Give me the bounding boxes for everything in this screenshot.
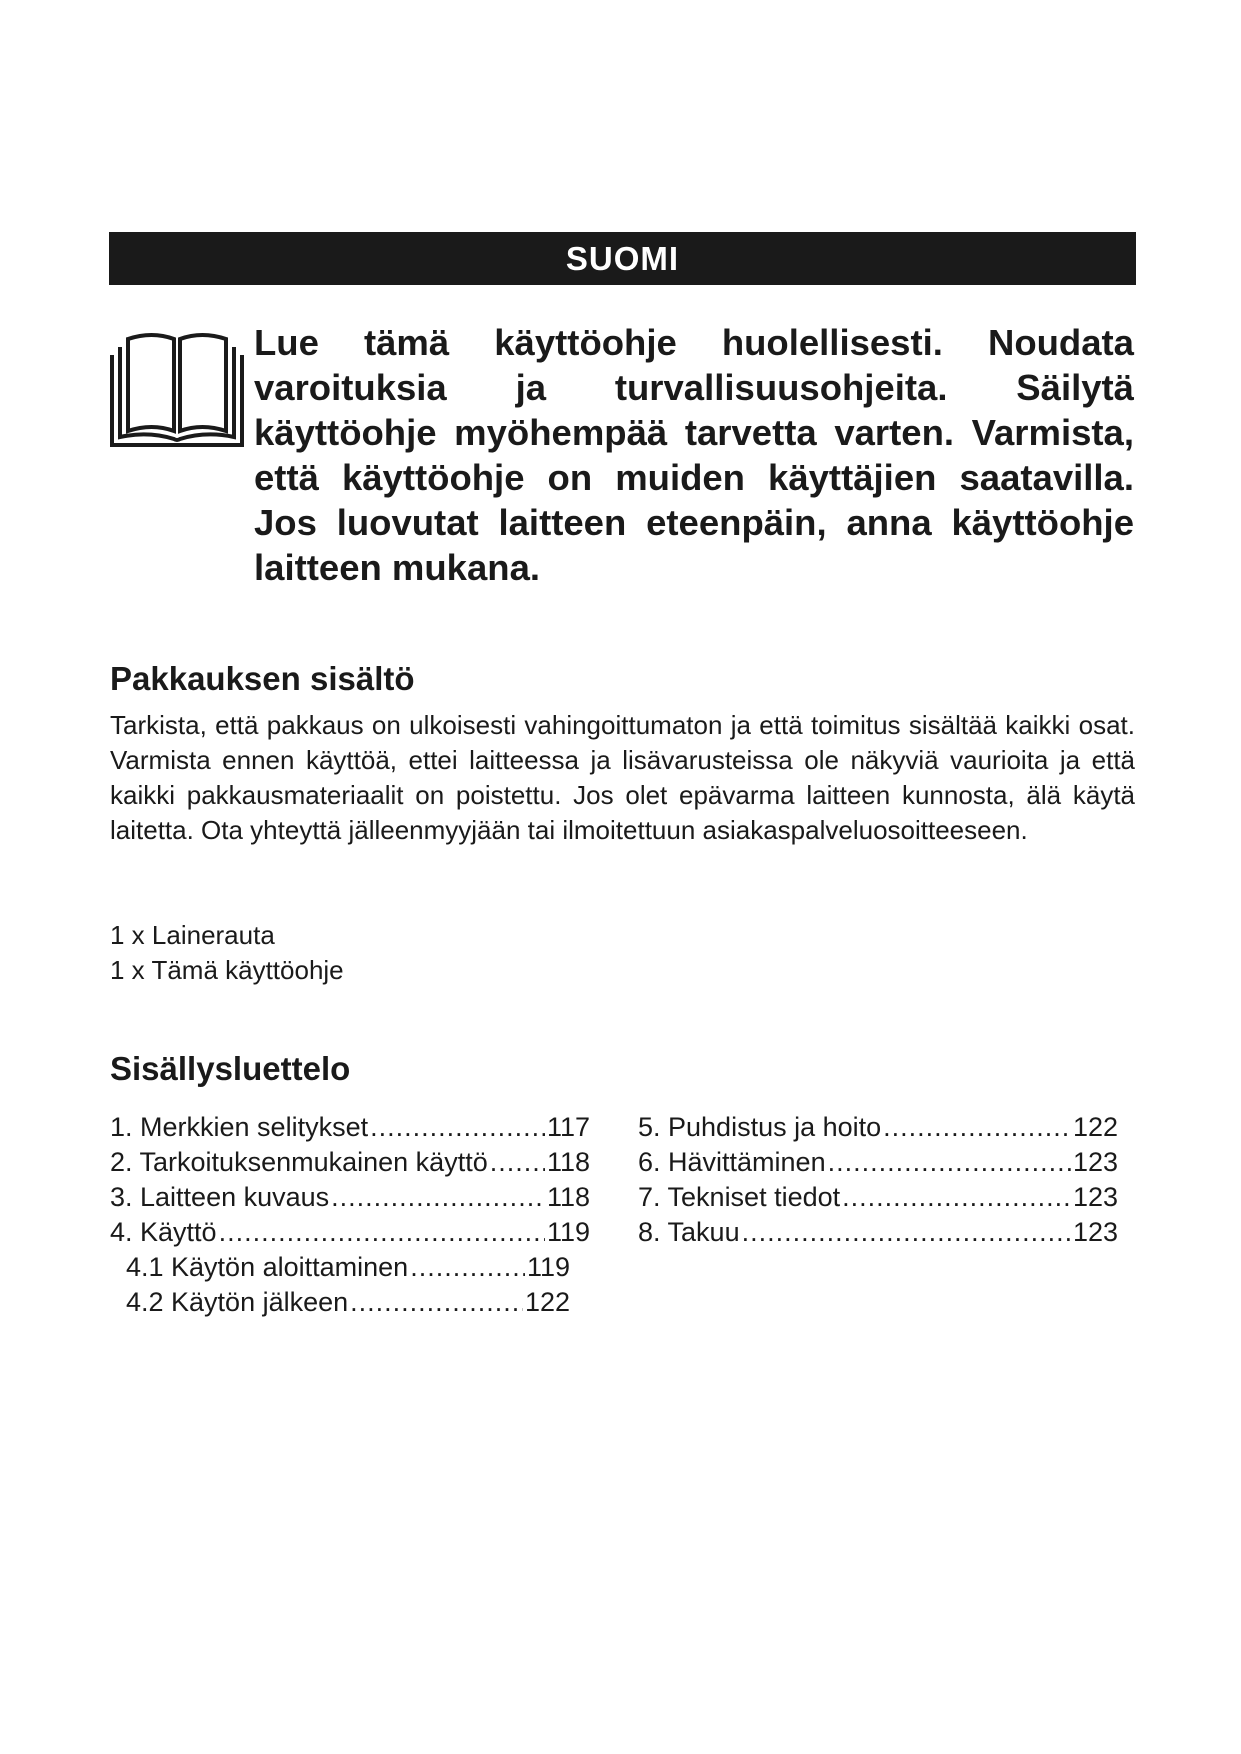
toc-entry-page: 117 (546, 1112, 590, 1142)
toc-leader-dots (883, 1110, 1071, 1145)
toc-entry (638, 1180, 1118, 1215)
open-book-icon (108, 327, 246, 447)
toc-subentry (110, 1285, 570, 1320)
toc-entry-page: 119 (546, 1217, 590, 1247)
toc-entry-label: 4. Käyttö (110, 1217, 217, 1247)
toc-right-column (638, 1110, 1118, 1250)
toc-entry-label: 5. Puhdistus ja hoito (638, 1112, 882, 1142)
package-items-list (110, 918, 344, 988)
toc-entry-label: 8. Takuu (638, 1217, 740, 1247)
toc-entry (638, 1110, 1118, 1145)
toc-entry (110, 1215, 590, 1250)
package-contents-body: Tarkista, että pakkaus on ulkoisesti vahingoittumaton ja että toimitus sisältää kaikki osat. Varmista ennen käyttöä, ettei laitteessa ja lisävarusteissa ole näkyviä vaurioita ja että kaikki pakkausmateriaalit on poistettu. Jos olet epävarma laitteen kunnosta, älä käytä laitetta. Ota yhteyttä jälleenmyyjään tai ilmoitettuun asiakaspalveluosoitteeseen. (110, 710, 1135, 845)
toc-leader-dots (742, 1215, 1071, 1250)
toc-leader-dots (350, 1285, 523, 1320)
toc-entry-page: 123 (1072, 1182, 1118, 1212)
language-bar: SUOMI (109, 232, 1136, 285)
toc-entry (638, 1215, 1118, 1250)
toc-leader-dots (219, 1215, 545, 1250)
package-contents-heading: Pakkauksen sisältö (110, 660, 415, 697)
toc-entry (110, 1145, 590, 1180)
toc-leader-dots (331, 1180, 545, 1215)
toc-heading: Sisällysluettelo (110, 1050, 351, 1087)
intro-text: Lue tämä käyttöohje huolellisesti. Noudata varoituksia ja turvallisuusohjeita. Säilytä käyttöohje myöhempää tarvetta varten. Varmista, että käyttöohje on muiden käyttäjien saatavilla. Jos luovutat laitteen eteenpäin, anna käyttöohje laitteen mukana. (254, 322, 1134, 588)
toc-entry-page: 119 (526, 1252, 570, 1282)
toc-leader-dots (828, 1145, 1071, 1180)
toc-leader-dots (370, 1110, 545, 1145)
toc-entry-page: 122 (1072, 1112, 1118, 1142)
toc-entry-label: 6. Hävittäminen (638, 1147, 826, 1177)
toc-leader-dots (490, 1145, 545, 1180)
toc-left-column (110, 1110, 590, 1320)
toc-entry-label: 7. Tekniset tiedot (638, 1182, 841, 1212)
toc-entry (110, 1110, 590, 1145)
toc-entry-page: 118 (546, 1182, 590, 1212)
toc-entry-label: 4.1 Käytön aloittaminen (126, 1252, 409, 1282)
toc-entry-label: 2. Tarkoituksenmukainen käyttö (110, 1147, 488, 1177)
toc-subentry (110, 1250, 570, 1285)
toc-entry (110, 1180, 590, 1215)
toc-leader-dots (410, 1250, 525, 1285)
toc-entry-label: 1. Merkkien selitykset (110, 1112, 369, 1142)
toc-entry-label: 3. Laitteen kuvaus (110, 1182, 330, 1212)
toc-entry-label: 4.2 Käytön jälkeen (126, 1287, 349, 1317)
list-item: 1 x Tämä käyttöohje (110, 955, 344, 985)
toc-leader-dots (842, 1180, 1071, 1215)
toc-entry (638, 1145, 1118, 1180)
toc-entry-page: 123 (1072, 1217, 1118, 1247)
toc-entry-page: 122 (524, 1287, 570, 1317)
toc-entry-page: 118 (546, 1147, 590, 1177)
toc-entry-page: 123 (1072, 1147, 1118, 1177)
list-item: 1 x Lainerauta (110, 920, 275, 950)
